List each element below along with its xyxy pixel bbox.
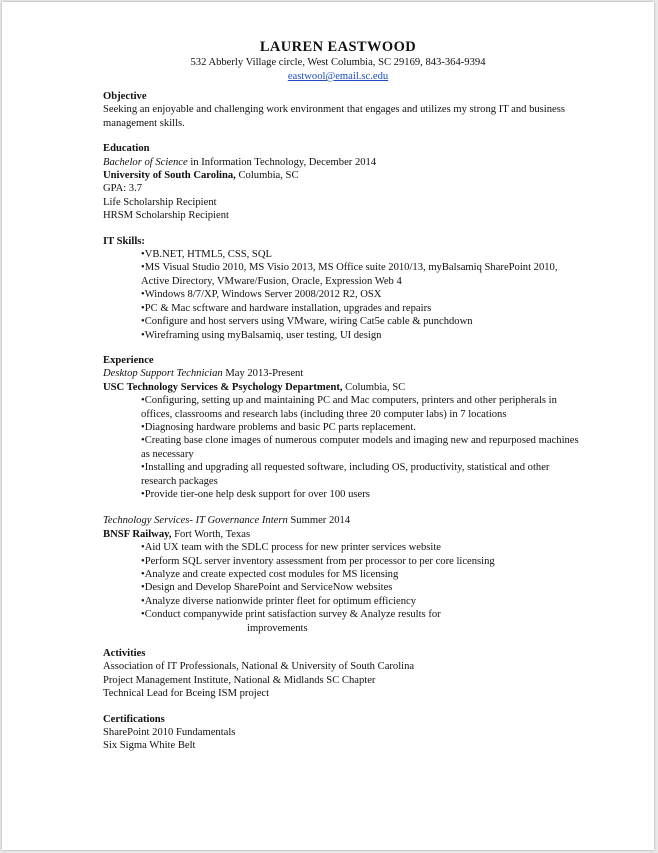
contact-address: 532 Abberly Village circle, West Columbia, SC 29169, 843-364-9394 — [190, 57, 486, 68]
job2-bullet: •Analyze and create expected cost modules for MS licensing — [141, 569, 399, 580]
job2-bullet: •Perform SQL server inventory assessment from per processor to per core licensing — [141, 555, 495, 567]
job-spacer — [103, 501, 603, 514]
school-line — [103, 169, 603, 182]
job2-location: Fort Worth, Texas — [171, 528, 251, 540]
experience-heading: Experience — [103, 354, 154, 366]
activity-item: Project Management Institute, National & Midlands SC Chapter — [103, 674, 376, 686]
skill-item: •Wireframing using myBalsamiq, user testing, UI design — [141, 329, 382, 341]
certifications-heading: Certifications — [103, 713, 165, 725]
job2-org: BNSF Railway, — [103, 528, 172, 540]
certification-item: SharePoint 2010 Fundamentals — [103, 727, 236, 739]
job1-bullet: •Creating base clone images of numerous computer models and imaging new and repurposed machines as necessary — [141, 435, 579, 460]
job2-bullet: •Analyze diverse nationwide printer fleet for optimum efficiency — [141, 595, 417, 607]
education-scholarship-2: HRSM Scholarship Recipient — [103, 210, 229, 222]
objective-heading: Objective — [103, 91, 147, 102]
skill-item: •Windows 8/7/XP, Windows Server 2008/2012 R2, OSX — [141, 289, 382, 301]
job1-bullet: •Configuring, setting up and maintaining PC and Mac computers, printers and other peripherals in offices, classrooms and research labs (including three 20 computer labs) in 7 locations — [141, 395, 557, 420]
job1-dates: May 2013-Present — [222, 368, 304, 380]
degree-name: Bachelor of Science — [103, 156, 188, 168]
job2-bullet: •Conduct companywide print satisfaction survey & Analyze results for — [141, 609, 441, 621]
degree-detail: in Information Technology, December 2014 — [187, 156, 377, 168]
job2-bullet: •Aid UX team with the SDLC process for new printer services website — [141, 542, 441, 554]
job1-bullet: •Diagnosing hardware problems and basic PC parts replacement. — [141, 421, 416, 433]
job1-org-line — [103, 381, 603, 394]
education-gpa: GPA: 3.7 — [103, 183, 143, 195]
job1-title: Desktop Support Technician — [103, 368, 223, 380]
job1-bullet: •Installing and upgrading all requested software, including OS, productivity, statistical and other research packages — [141, 462, 550, 487]
job2-title-line — [103, 514, 603, 527]
activity-item: Technical Lead for Bceing ISM project — [103, 688, 270, 700]
job1-org: USC Technology Services & Psychology Department, — [103, 381, 343, 393]
degree-line — [103, 156, 603, 169]
skill-item: •VB.NET, HTML5, CSS, SQL — [141, 249, 272, 261]
resume-header — [103, 38, 573, 84]
education-heading: Education — [103, 143, 150, 155]
job1-location: Columbia, SC — [342, 381, 406, 393]
activities-heading: Activities — [103, 648, 146, 660]
education-scholarship-1: Life Scholarship Recipient — [103, 196, 217, 208]
school-name: University of South Carolina, — [103, 170, 236, 182]
resume-content — [103, 38, 603, 753]
certification-item: Six Sigma White Belt — [103, 740, 196, 752]
skills-heading: IT Skills: — [103, 235, 145, 247]
skill-item: •PC & Mac sсftware and hardware installation, upgrades and repairs — [141, 302, 432, 314]
school-location: Columbia, SC — [235, 170, 299, 182]
job2-bullet-continuation: improvements — [247, 622, 308, 634]
job1-bullet: •Provide tier-one help desk support for over 100 users — [141, 488, 370, 500]
job2-title: Technology Services- IT Governance Intern — [103, 515, 288, 527]
objective-text: Seeking an enjoyable and challenging work environment that engages and utilizes my strong IT and business management skills. — [103, 104, 565, 129]
activity-item: Association of IT Professionals, National & University of South Carolina — [103, 661, 415, 673]
skill-item: •MS Visual Studio 2010, MS Visio 2013, MS Office suite 2010/13, myBalsamiq SharePoint 2010, Active Directory, VMware/Fusion, Oracle, Expression Web 4 — [141, 262, 558, 287]
job1-title-line — [103, 367, 603, 380]
resume-page — [2, 2, 654, 850]
job2-org-line — [103, 528, 603, 541]
applicant-name: LAUREN EASTWOOD — [259, 39, 417, 55]
job2-dates: Summer 2014 — [287, 515, 351, 527]
skill-item: •Configure and host servers using VMware, wiring Cat5e cable & punchdown — [141, 316, 473, 328]
email-link[interactable]: eastwool@email.sc.edu — [287, 71, 389, 82]
job2-bullet: •Design and Develop SharePoint and ServiceNow websites — [141, 582, 393, 594]
